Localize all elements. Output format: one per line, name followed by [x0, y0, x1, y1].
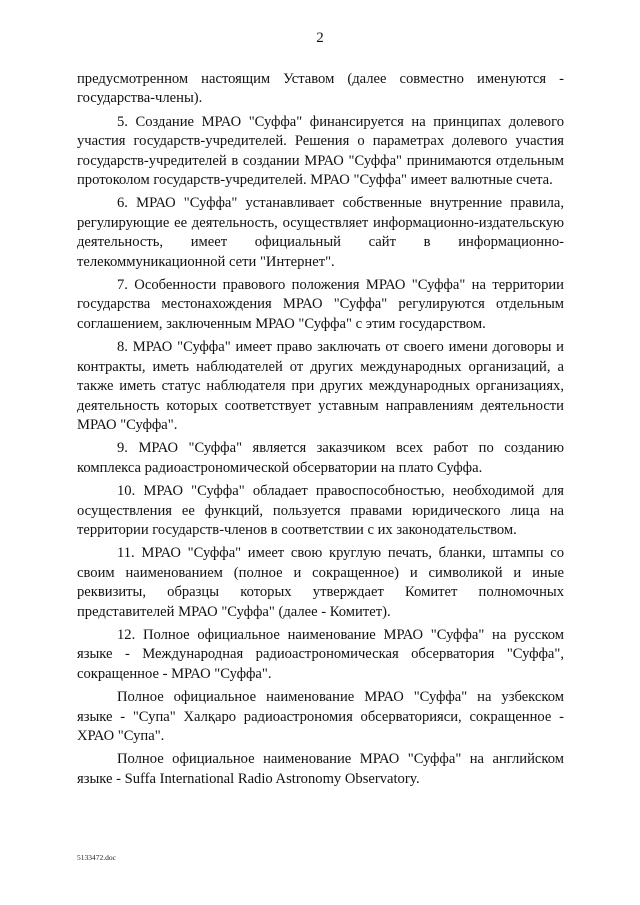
document-body: [77, 70, 564, 793]
paragraph-clause-7: 7. Особенности правового положения МРАО "Суффа" на территории государства местонахождения МРАО "Суффа" регулируются отдельным соглашением, заключенным МРАО "Суффа" с этим государством.: [77, 277, 564, 332]
paragraph-clause-5: 5. Создание МРАО "Суффа" финансируется на принципах долевого участия государств-учредителей. Решения о параметрах долевого участия государств-учредителей в создании МРАО "Суффа" принимаются отдельным протоколом государств-учредителей. МРАО "Суффа" имеет валютные счета.: [77, 113, 564, 189]
page-number: 2: [316, 30, 324, 46]
paragraph-continuation: предусмотренном настоящим Уставом (далее совместно именуются - государства-члены).: [77, 71, 564, 107]
paragraph-clause-9: 9. МРАО "Суффа" является заказчиком всех работ по созданию комплекса радиоастрономической обсерватории на плато Суффа.: [77, 440, 564, 476]
file-name-footer: 5133472.doc: [77, 853, 116, 862]
paragraph-name-english: Полное официальное наименование МРАО "Суффа" на английском языке - Suffa International Radio Astronomy Observatory.: [77, 751, 564, 787]
paragraph-name-uzbek: Полное официальное наименование МРАО "Суффа" на узбекском языке - "Супа" Халқаро радиоастрономия обсерваторияси, сокращенное - ХРАО "Супа".: [77, 689, 564, 744]
paragraph-clause-8: 8. МРАО "Суффа" имеет право заключать от своего имени договоры и контракты, иметь наблюдателей от других международных организаций, а также иметь статус наблюдателя при других международных организациях, деятельность которых соответствует уставным направлениям деятельности МРАО "Суффа".: [77, 339, 564, 433]
paragraph-clause-11: 11. МРАО "Суффа" имеет свою круглую печать, бланки, штампы со своим наименованием (полное и сокращенное) и символикой и иные реквизиты, образцы которых утверждает Комитет полномочных представителей МРАО "Суффа" (далее - Комитет).: [77, 545, 564, 620]
paragraph-clause-6: 6. МРАО "Суффа" устанавливает собственные внутренние правила, регулирующие ее деятельность, осуществляет информационно-издательскую деятельность, имеет официальный сайт в информационно-телекоммуникационной сети "Интернет".: [77, 195, 564, 270]
paragraph-clause-12: 12. Полное официальное наименование МРАО "Суффа" на русском языке - Международная радиоастрономическая обсерватория "Суффа", сокращенное - МРАО "Суффа".: [77, 626, 564, 682]
paragraph-clause-10: 10. МРАО "Суффа" обладает правоспособностью, необходимой для осуществления ее функций, пользуется правами юридического лица на территории государств-членов в соответствии с их законодательством.: [77, 483, 564, 538]
